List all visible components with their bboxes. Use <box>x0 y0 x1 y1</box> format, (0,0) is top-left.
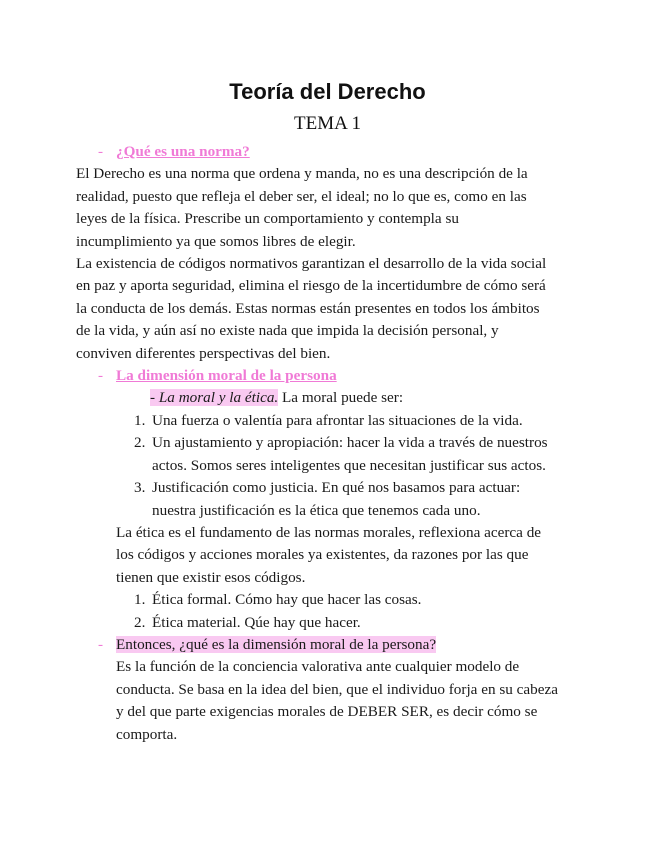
subheading-moral-etica <box>76 387 586 409</box>
section-heading-entonces <box>76 634 586 656</box>
bullet-dash: - <box>98 635 104 653</box>
paragraph-line: La ética es el fundamento de las normas morales, reflexiona acerca de <box>116 523 542 541</box>
paragraph-line: incumplimiento ya que somos libres de elegir. <box>76 232 356 250</box>
heading-dimension-moral[interactable]: La dimensión moral de la persona <box>116 367 337 385</box>
paragraph-line: los códigos y acciones morales ya existentes, da razones por las que <box>116 546 529 564</box>
bullet-dash: - <box>98 143 104 160</box>
document-subtitle: TEMA 1 <box>293 113 362 134</box>
section-heading-dimension-moral <box>76 365 586 387</box>
list-item <box>76 612 586 634</box>
subheading-highlight: - La moral y la ética. <box>150 389 279 407</box>
list-text: Una fuerza o valentía para afrontar las situaciones de la vida. <box>152 411 523 429</box>
list-text: Ética material. Qúe hay que hacer. <box>152 613 361 631</box>
paragraph-line: tienen que existir esos códigos. <box>116 568 306 586</box>
heading-que-es-norma[interactable]: ¿Qué es una norma? <box>116 143 250 160</box>
list-number: 1. <box>134 411 146 429</box>
paragraph-line: conducta. Se basa en la idea del bien, que el individuo forja en su cabeza <box>116 680 558 698</box>
paragraph-line: de la vida, y aún así no existe nada que impida la decisión personal, y <box>76 322 499 340</box>
paragraph-line: en paz y aporta seguridad, elimina el riesgo de la incertidumbre de cómo será <box>76 277 546 295</box>
paragraph-line: y del que parte exigencias morales de DEBER SER, es decir cómo se <box>116 703 538 721</box>
paragraph-line: realidad, puesto que refleja el deber ser, el ideal; no lo que es, como en las <box>76 187 527 205</box>
subheading-rest: La moral puede ser: <box>278 389 404 407</box>
document-body <box>76 141 586 746</box>
list-text: Justificación como justicia. En qué nos basamos para actuar: <box>152 479 521 497</box>
paragraph-line: El Derecho es una norma que ordena y manda, no es una descripción de la <box>76 165 528 183</box>
paragraph-line: conviven diferentes perspectivas del bien. <box>76 344 331 362</box>
list-number: 2. <box>134 613 146 631</box>
list-item <box>76 432 586 454</box>
list-item <box>76 589 586 611</box>
list-item <box>76 477 586 499</box>
list-text-continuation: nuestra justificación es la ética que tenemos cada uno. <box>152 501 481 519</box>
list-text: Un ajustamiento y apropiación: hacer la vida a través de nuestros <box>152 434 548 452</box>
bullet-dash: - <box>98 367 104 385</box>
paragraph-line: comporta. <box>116 725 178 743</box>
paragraph-line: leyes de la física. Prescribe un comportamiento y contempla su <box>76 210 459 228</box>
heading-entonces: Entonces, ¿qué es la dimensión moral de la persona? <box>116 635 437 653</box>
list-number: 2. <box>134 434 146 452</box>
paragraph-line: La existencia de códigos normativos garantizan el desarrollo de la vida social <box>76 255 547 273</box>
list-text: Ética formal. Cómo hay que hacer las cosas. <box>152 591 422 609</box>
section-heading-norma <box>76 141 586 163</box>
paragraph-line: Es la función de la conciencia valorativa ante cualquier modelo de <box>116 658 520 676</box>
document-title: Teoría del Derecho <box>229 79 426 104</box>
list-number: 1. <box>134 591 146 609</box>
list-text-continuation: actos. Somos seres inteligentes que necesitan justificar sus actos. <box>152 456 546 474</box>
list-item <box>76 410 586 432</box>
list-number: 3. <box>134 479 146 497</box>
paragraph-line: la conducta de los demás. Estas normas están presentes en todos los ámbitos <box>76 299 540 317</box>
